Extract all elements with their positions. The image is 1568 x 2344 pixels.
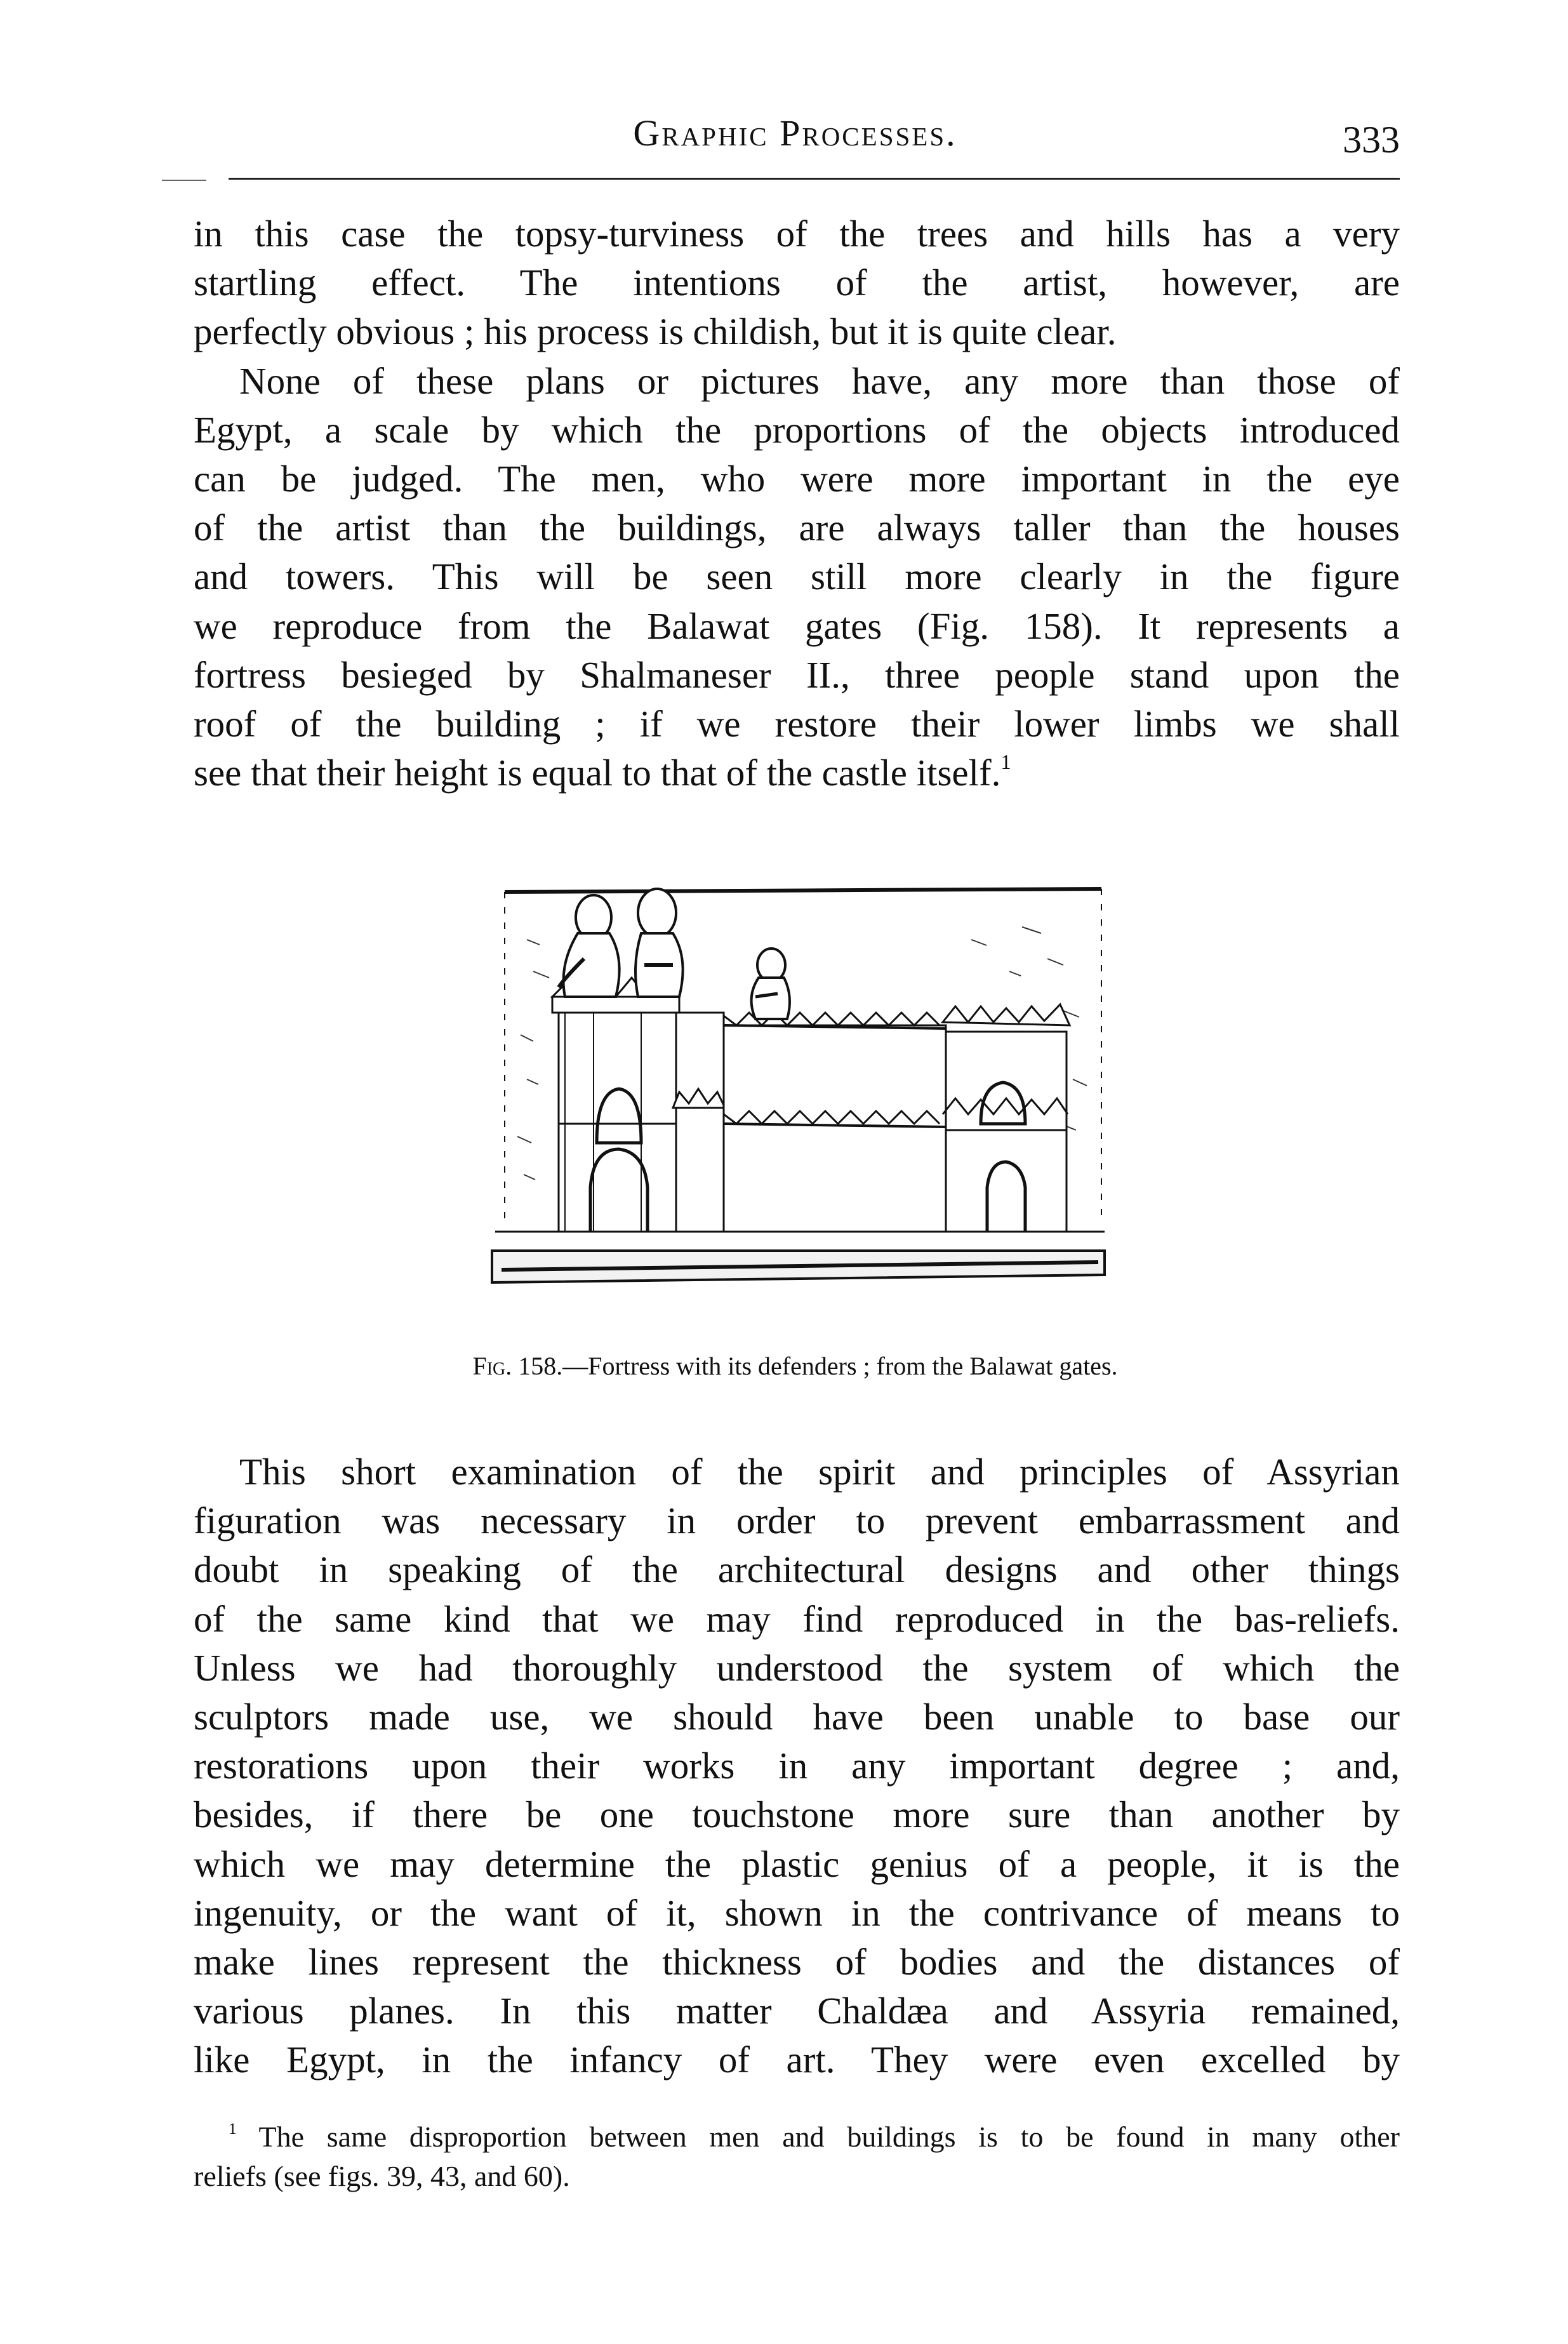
center-wall	[724, 1025, 946, 1232]
text-line: we reproduce from the Balawat gates (Fig. 158). It represents a	[194, 604, 1400, 647]
running-title: Graphic Processes.	[633, 112, 957, 154]
footnote-marker: 1	[229, 2119, 237, 2138]
figure-fortress-relief	[489, 870, 1114, 1343]
text-line: Unless we had thoroughly understood the system of which the	[194, 1646, 1400, 1689]
figure-caption-text: —Fortress with its defenders ; from the Balawat gates.	[562, 1352, 1118, 1380]
footnote-line: reliefs (see figs. 39, 43, and 60).	[194, 2160, 570, 2192]
text-line-with-footnote	[194, 749, 1400, 797]
figure-caption	[190, 1351, 1400, 1381]
text-line: and towers. This will be seen still more clearly in the figure	[194, 556, 1400, 598]
left-tower	[559, 1013, 676, 1232]
text-line: doubt in speaking of the architectural designs and other things	[194, 1548, 1400, 1591]
text-line: figuration was necessary in order to prevent embarrassment and	[194, 1500, 1400, 1542]
text-line: various planes. In this matter Chaldæa and Assyria remained,	[194, 1990, 1400, 2032]
defender-figure-2	[638, 889, 676, 937]
text-line: make lines represent the thickness of bodies and the distances of	[194, 1941, 1400, 1983]
page-number: 333	[1343, 119, 1400, 161]
text-line: can be judged. The men, who were more important in the eye	[194, 458, 1400, 500]
right-tower	[946, 1032, 1066, 1232]
paragraph-2	[194, 357, 1400, 798]
text-line: see that their height is equal to that of the castle itself.	[194, 752, 1001, 794]
text-line: fortress besieged by Shalmaneser II., three people stand upon the	[194, 653, 1400, 696]
figure-label: Fig. 158.	[472, 1352, 563, 1380]
text-line: perfectly obvious ; his process is childish, but it is quite clear.	[194, 310, 1117, 353]
footnote-line	[194, 2117, 1400, 2157]
text-line: restorations upon their works in any important degree ; and,	[194, 1745, 1400, 1787]
text-line: in this case the topsy-turviness of the trees and hills has a very	[194, 213, 1400, 255]
text-line: roof of the building ; if we restore their lower limbs we shall	[194, 703, 1400, 745]
body-text-upper	[194, 210, 1400, 797]
footnote-reference[interactable]: 1	[1000, 751, 1011, 775]
running-head	[190, 107, 1400, 161]
text-line: This short examination of the spirit and principles of Assyrian	[239, 1451, 1400, 1493]
text-line: Egypt, a scale by which the proportions of the objects introduced	[194, 408, 1400, 451]
footnote	[194, 2117, 1400, 2196]
text-line: None of these plans or pictures have, any more than those of	[239, 359, 1400, 402]
text-line: besides, if there be one touchstone more sure than another by	[194, 1794, 1400, 1836]
footnote-text: The same disproportion between men and buildings is to be found in many other	[258, 2121, 1400, 2153]
text-line: of the same kind that we may find reproduced in the bas-reliefs.	[194, 1597, 1400, 1640]
paragraph-3	[194, 1448, 1400, 2085]
fortress-illustration	[489, 870, 1114, 1343]
relief-top-border	[505, 889, 1101, 892]
body-text-lower	[194, 1448, 1400, 2085]
text-line: startling effect. The intentions of the artist, however, are	[194, 262, 1400, 304]
text-line: sculptors made use, we should have been unable to base our	[194, 1696, 1400, 1738]
text-line: ingenuity, or the want of it, shown in the contrivance of means to	[194, 1891, 1400, 1934]
paragraph-1	[194, 210, 1400, 357]
header-rule-fragment	[162, 180, 206, 181]
text-line: which we may determine the plastic genius of a people, it is the	[194, 1842, 1400, 1885]
text-line: like Egypt, in the infancy of art. They were even excelled by	[194, 2039, 1400, 2081]
text-line: of the artist than the buildings, are always taller than the houses	[194, 507, 1400, 549]
header-rule	[229, 178, 1400, 180]
